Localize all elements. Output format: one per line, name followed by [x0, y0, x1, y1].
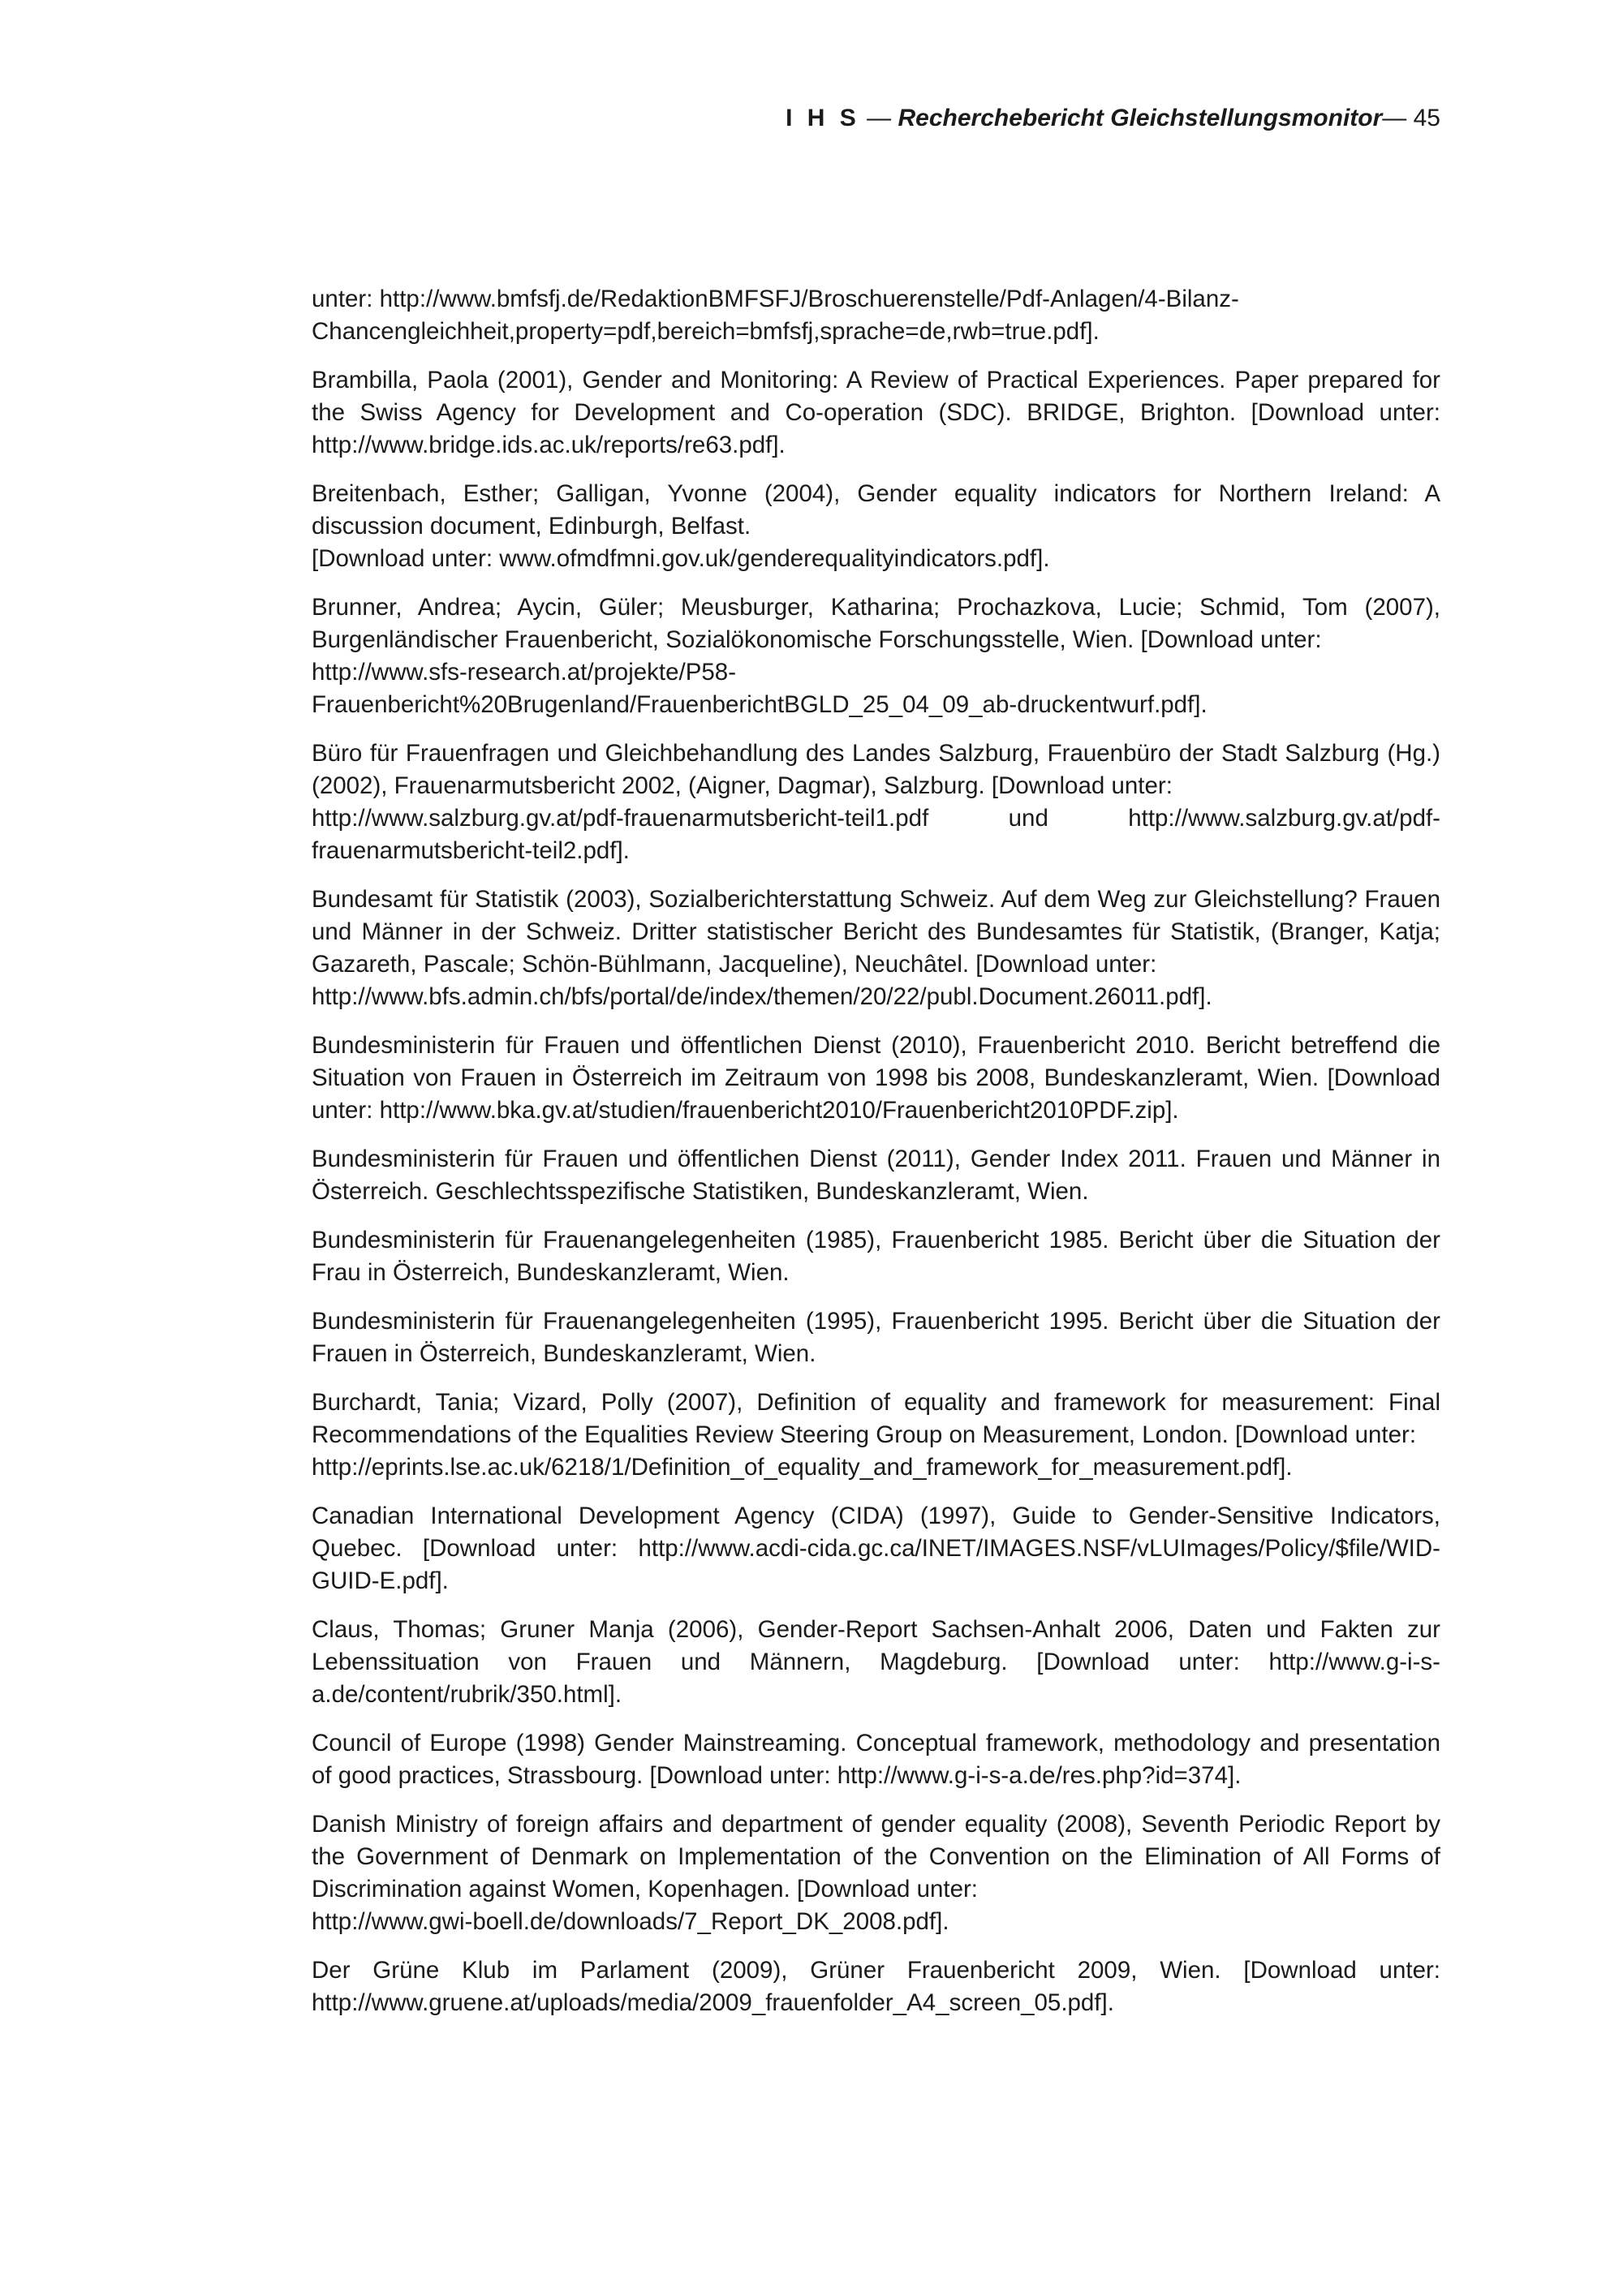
reference-entry: Burchardt, Tania; Vizard, Polly (2007), Definition of equality and framework for measurement: Final Recommendations of the Equalities Review Steering Group on Measurement, London. [Download unter: http://eprints.lse.ac.uk/6218/1/Definition_of_equality_and_framework_for_measurement.pdf]. — [312, 1389, 1440, 1481]
header-institution: I H S — [786, 105, 860, 131]
reference-entry: Bundesministerin für Frauen und öffentlichen Dienst (2010), Frauenbericht 2010. Bericht betreffend die Situation von Frauen in Österreich im Zeitraum von 1998 bis 2008, Bundeskanzleramt, Wien. [Download unter: http://www.bka.gv.at/studien/frauenbericht2010/Frauenbericht2010PDF.zip]. — [312, 1032, 1440, 1124]
reference-entry: Canadian International Development Agency (CIDA) (1997), Guide to Gender-Sensitive Indicators, Quebec. [Download unter: http://www.acdi-cida.gc.ca/INET/IMAGES.NSF/vLUImages/Policy/$file/WID-GUID-E.pdf]. — [312, 1503, 1440, 1594]
reference-entry: Büro für Frauenfragen und Gleichbehandlung des Landes Salzburg, Frauenbüro der Stadt Salzburg (Hg.) (2002), Frauenarmutsbericht 2002, (Aigner, Dagmar), Salzburg. [Download unter: http://www.salzburg.gv.at/pdf-frauenarmutsbericht-teil1.pdf und http://www.salzburg.gv.at/pdf-frauenarmutsbericht-teil2.pdf]. — [312, 740, 1440, 864]
reference-entry: Der Grüne Klub im Parlament (2009), Grüner Frauenbericht 2009, Wien. [Download unter: http://www.gruene.at/uploads/media/2009_frauenfolder_A4_screen_05.pdf]. — [312, 1957, 1440, 2016]
reference-entry: Bundesministerin für Frauenangelegenheiten (1995), Frauenbericht 1995. Bericht über die Situation der Frauen in Österreich, Bundeskanzleramt, Wien. — [312, 1308, 1440, 1367]
reference-entry: Breitenbach, Esther; Galligan, Yvonne (2004), Gender equality indicators for Northern Ireland: A discussion document, Edinburgh, Belfast. [Download unter: www.ofmdfmni.gov.uk/genderequalityindicators.pdf]. — [312, 480, 1440, 572]
reference-entry: Council of Europe (1998) Gender Mainstreaming. Conceptual framework, methodology and presentation of good practices, Strassbourg. [Download unter: http://www.g-i-s-a.de/res.php?id=374]. — [312, 1730, 1440, 1789]
reference-entry: Bundesministerin für Frauen und öffentlichen Dienst (2011), Gender Index 2011. Frauen und Männer in Österreich. Geschlechtsspezifische Statistiken, Bundeskanzleramt, Wien. — [312, 1146, 1440, 1205]
reference-entry: unter: http://www.bmfsfj.de/RedaktionBMFSFJ/Broschuerenstelle/Pdf-Anlagen/4-Bilanz- Chancengleichheit,property=pdf,bereich=bmfsfj,sprache=de,rwb=true.pdf]. — [312, 286, 1239, 345]
page-number: 45 — [1413, 105, 1440, 131]
reference-entry: Danish Ministry of foreign affairs and department of gender equality (2008), Seventh Periodic Report by the Government of Denmark on Implementation of the Convention on the Elimination of All Forms of Discrimination against Women, Kopenhagen. [Download unter: http://www.gwi-boell.de/downloads/7_Report_DK_2008.pdf]. — [312, 1811, 1440, 1935]
reference-entry: Bundesministerin für Frauenangelegenheiten (1985), Frauenbericht 1985. Bericht über die Situation der Frau in Österreich, Bundeskanzleramt, Wien. — [312, 1227, 1440, 1286]
reference-entry: Brunner, Andrea; Aycin, Güler; Meusburger, Katharina; Prochazkova, Lucie; Schmid, Tom (2007), Burgenländischer Frauenbericht, Sozialökonomische Forschungsstelle, Wien. [Download unter: http://www.sfs-research.at/projekte/P58- Frauenbericht%20Brugenland/FrauenberichtBGLD_25_04_09_ab-druckentwurf.pdf]. — [312, 594, 1440, 718]
header-separator: — — [1382, 105, 1414, 131]
header-document-title: Recherchebericht Gleichstellungsmonitor — [898, 105, 1383, 131]
reference-entry: Brambilla, Paola (2001), Gender and Monitoring: A Review of Practical Experiences. Paper prepared for the Swiss Agency for Development and Co-operation (SDC). BRIDGE, Brighton. [Download unter: http://www.bridge.ids.ac.uk/reports/re63.pdf]. — [312, 367, 1440, 458]
reference-list — [312, 283, 1440, 2036]
running-header — [786, 102, 1440, 135]
reference-entry: Claus, Thomas; Gruner Manja (2006), Gender-Report Sachsen-Anhalt 2006, Daten und Fakten zur Lebenssituation von Frauen und Männern, Magdeburg. [Download unter: http://www.g-i-s-a.de/content/rubrik/350.html]. — [312, 1616, 1440, 1708]
reference-entry: Bundesamt für Statistik (2003), Sozialberichterstattung Schweiz. Auf dem Weg zur Gleichstellung? Frauen und Männer in der Schweiz. Dritter statistischer Bericht des Bundesamtes für Statistik, (Branger, Katja; Gazareth, Pascale; Schön-Bühlmann, Jacqueline), Neuchâtel. [Download unter: http://www.bfs.admin.ch/bfs/portal/de/index/themen/20/22/publ.Document.26011.pdf]. — [312, 886, 1440, 1010]
header-separator: — — [859, 105, 898, 131]
